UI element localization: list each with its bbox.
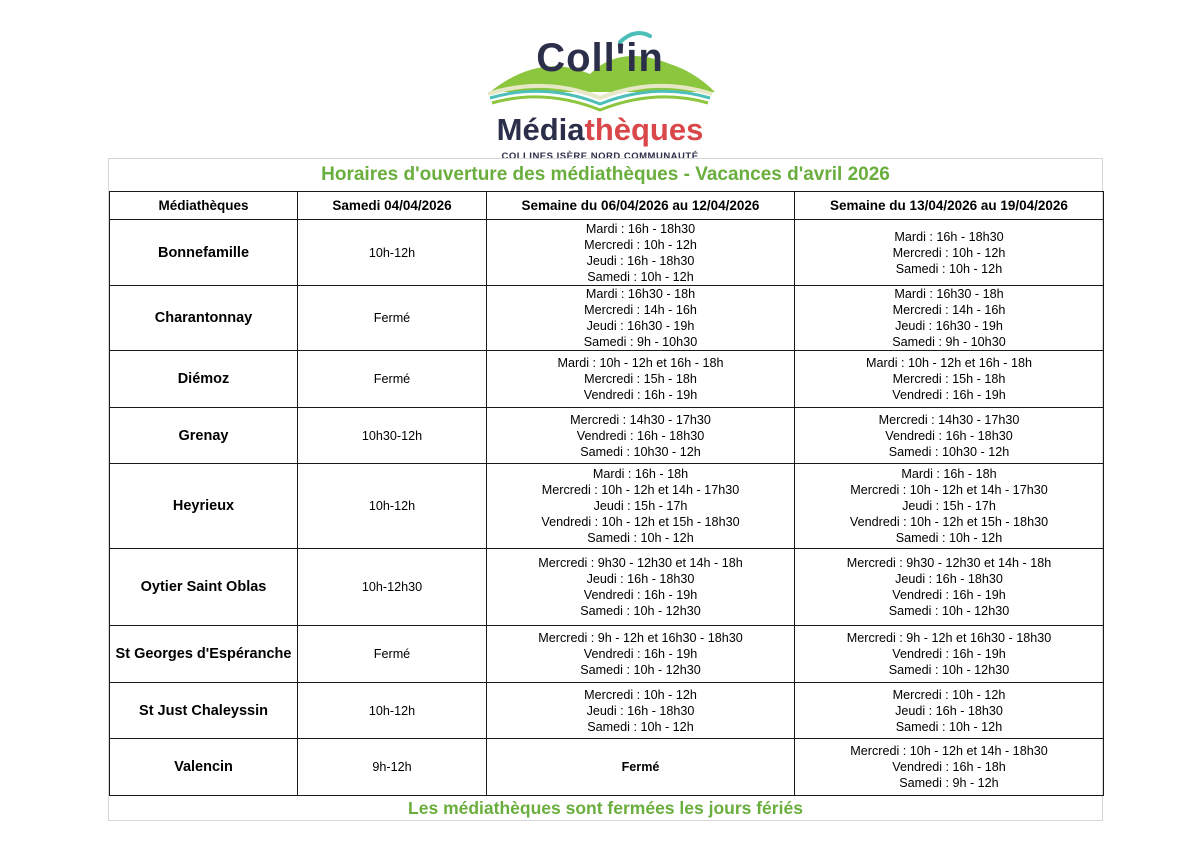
hours-line: Vendredi : 16h - 19h [892, 647, 1006, 661]
hours-line: Samedi : 10h - 12h [895, 719, 1003, 734]
hours-line: Samedi : 10h - 12h30 [580, 663, 701, 677]
week2-hours [795, 683, 1104, 739]
hours-line: Mardi : 16h - 18h30 [894, 229, 1004, 244]
hours-line: Samedi : 10h - 12h30 [888, 663, 1010, 677]
hours-line: Vendredi : 10h - 12h et 15h - 18h30 [849, 515, 1049, 529]
hours-line: Mercredi : 10h - 12h [892, 687, 1006, 702]
column-header: Samedi 04/04/2026 [298, 192, 487, 220]
saturday-hours: 9h-12h [298, 739, 487, 796]
saturday-hours: 10h-12h [298, 464, 487, 549]
week2-hours [795, 464, 1104, 549]
hours-line: Vendredi : 16h - 19h [892, 388, 1006, 402]
table-row [110, 286, 1104, 351]
table-row [110, 549, 1104, 626]
table-header-row [110, 192, 1104, 220]
hours-line: Mercredi : 15h - 18h [584, 372, 697, 386]
hours-line: Jeudi : 16h - 18h30 [586, 572, 695, 586]
week1-hours [487, 286, 795, 351]
hours-line: Samedi : 10h - 12h30 [888, 604, 1010, 618]
saturday-hours: 10h30-12h [298, 408, 487, 464]
hours-line: Mercredi : 10h - 12h [584, 237, 697, 252]
hours-line: Samedi : 10h30 - 12h [888, 444, 1010, 459]
hours-line: Vendredi : 16h - 18h30 [576, 428, 705, 443]
hours-line: Vendredi : 16h - 19h [583, 388, 698, 402]
week1-hours [487, 220, 795, 286]
logo-title: Médiathèques [496, 112, 704, 147]
hours-line: Mercredi : 14h - 16h [584, 303, 697, 317]
hours-line: Jeudi : 15h - 17h [902, 499, 996, 513]
saturday-hours: 10h-12h30 [298, 549, 487, 626]
hours-line: Samedi : 9h - 10h30 [892, 335, 1006, 349]
hours-line: Jeudi : 16h - 18h30 [895, 703, 1003, 718]
hours-line: Vendredi : 16h - 19h [892, 588, 1006, 602]
table-row [110, 220, 1104, 286]
hours-line: Mardi : 16h - 18h [901, 467, 997, 481]
week2-hours [795, 351, 1104, 408]
holiday-notice: Les médiathèques sont fermées les jours fériés [408, 798, 803, 818]
week1-hours [487, 351, 795, 408]
column-header: Semaine du 13/04/2026 au 19/04/2026 [795, 192, 1104, 220]
hours-line: Jeudi : 16h - 18h30 [586, 253, 695, 268]
schedule-title: Horaires d'ouverture des médiathèques - Vacances d'avril 2026 [321, 164, 890, 185]
table-row [110, 739, 1104, 796]
logo-subtitle: COLLINES ISÈRE NORD COMMUNAUTÉ [501, 151, 699, 162]
library-name: Charantonnay [110, 286, 298, 351]
table-row [110, 464, 1104, 549]
hours-line: Mercredi : 14h30 - 17h30 [878, 412, 1020, 427]
table-row [110, 626, 1104, 683]
hours-line: Mercredi : 14h - 16h [892, 303, 1006, 317]
hours-line: Samedi : 10h - 12h [895, 261, 1003, 276]
hours-line: Samedi : 10h - 12h [587, 531, 694, 545]
library-name: Valencin [110, 739, 298, 796]
hours-line: Jeudi : 15h - 17h [593, 499, 688, 513]
hours-line: Mercredi : 14h30 - 17h30 [570, 412, 711, 427]
hours-line: Mercredi : 10h - 12h [584, 687, 697, 702]
saturday-hours: Fermé [298, 626, 487, 683]
column-header: Semaine du 06/04/2026 au 12/04/2026 [487, 192, 795, 220]
hours-line: Samedi : 10h - 12h [587, 719, 694, 734]
week1-hours [487, 683, 795, 739]
library-name: Diémoz [110, 351, 298, 408]
hours-line: Mercredi : 9h - 12h et 16h30 - 18h30 [538, 631, 743, 645]
schedule-table [109, 191, 1104, 796]
hours-line: Mercredi : 10h - 12h [892, 245, 1006, 260]
hours-line: Vendredi : 16h - 19h [583, 588, 698, 602]
hours-line: Vendredi : 16h - 18h30 [885, 428, 1013, 443]
logo-wordmark: Coll'in [536, 36, 664, 80]
hours-line: Jeudi : 16h - 18h30 [586, 703, 695, 718]
hours-line: Mardi : 10h - 12h et 16h - 18h [866, 356, 1032, 370]
schedule-sheet [108, 158, 1103, 821]
library-name: Grenay [110, 408, 298, 464]
hours-line: Vendredi : 16h - 19h [583, 647, 698, 661]
week2-hours [795, 739, 1104, 796]
week2-hours [795, 408, 1104, 464]
week1-hours [487, 626, 795, 683]
hours-line: Samedi : 10h - 12h [895, 531, 1003, 545]
library-name: St Just Chaleyssin [110, 683, 298, 739]
hours-line: Mercredi : 9h - 12h et 16h30 - 18h30 [846, 631, 1052, 645]
week1-hours [487, 408, 795, 464]
hours-line: Samedi : 9h - 12h [899, 776, 999, 790]
hours-line: Mercredi : 10h - 12h et 14h - 17h30 [850, 483, 1048, 497]
week2-hours [795, 286, 1104, 351]
hours-line: Vendredi : 16h - 18h [892, 760, 1006, 774]
column-header: Médiathèques [110, 192, 298, 220]
hours-line: Fermé [621, 760, 660, 774]
week1-hours [487, 464, 795, 549]
hours-line: Mercredi : 10h - 12h et 14h - 17h30 [541, 483, 740, 497]
week2-hours [795, 220, 1104, 286]
week1-hours [487, 549, 795, 626]
hours-line: Mardi : 16h - 18h [592, 467, 689, 481]
saturday-hours: 10h-12h [298, 683, 487, 739]
hours-line: Samedi : 10h - 12h30 [580, 604, 701, 618]
hours-line: Jeudi : 16h30 - 19h [895, 319, 1003, 333]
hours-line: Mardi : 16h - 18h30 [585, 221, 696, 236]
week2-hours [795, 626, 1104, 683]
library-name: St Georges d'Espéranche [110, 626, 298, 683]
week2-hours [795, 549, 1104, 626]
hours-line: Samedi : 9h - 10h30 [583, 335, 698, 349]
collin-logo [470, 14, 730, 162]
hours-line: Mercredi : 10h - 12h et 14h - 18h30 [850, 744, 1048, 758]
hours-line: Mercredi : 15h - 18h [892, 372, 1006, 386]
saturday-hours: Fermé [298, 286, 487, 351]
table-row [110, 683, 1104, 739]
hours-line: Mardi : 10h - 12h et 16h - 18h [557, 356, 724, 370]
hours-line: Mercredi : 9h30 - 12h30 et 14h - 18h [846, 556, 1052, 570]
hours-line: Samedi : 10h - 12h [587, 269, 694, 284]
hours-line: Samedi : 10h30 - 12h [580, 444, 701, 459]
library-name: Heyrieux [110, 464, 298, 549]
saturday-hours: 10h-12h [298, 220, 487, 286]
hours-line: Jeudi : 16h30 - 19h [586, 319, 695, 333]
hours-line: Jeudi : 16h - 18h30 [895, 572, 1003, 586]
table-row [110, 408, 1104, 464]
hours-line: Mercredi : 9h30 - 12h30 et 14h - 18h [538, 556, 743, 570]
hours-line: Vendredi : 10h - 12h et 15h - 18h30 [541, 515, 740, 529]
saturday-hours: Fermé [298, 351, 487, 408]
week1-hours [487, 739, 795, 796]
hours-line: Mardi : 16h30 - 18h [894, 287, 1004, 301]
hours-line: Mardi : 16h30 - 18h [585, 287, 696, 301]
library-name: Bonnefamille [110, 220, 298, 286]
library-name: Oytier Saint Oblas [110, 549, 298, 626]
table-row [110, 351, 1104, 408]
